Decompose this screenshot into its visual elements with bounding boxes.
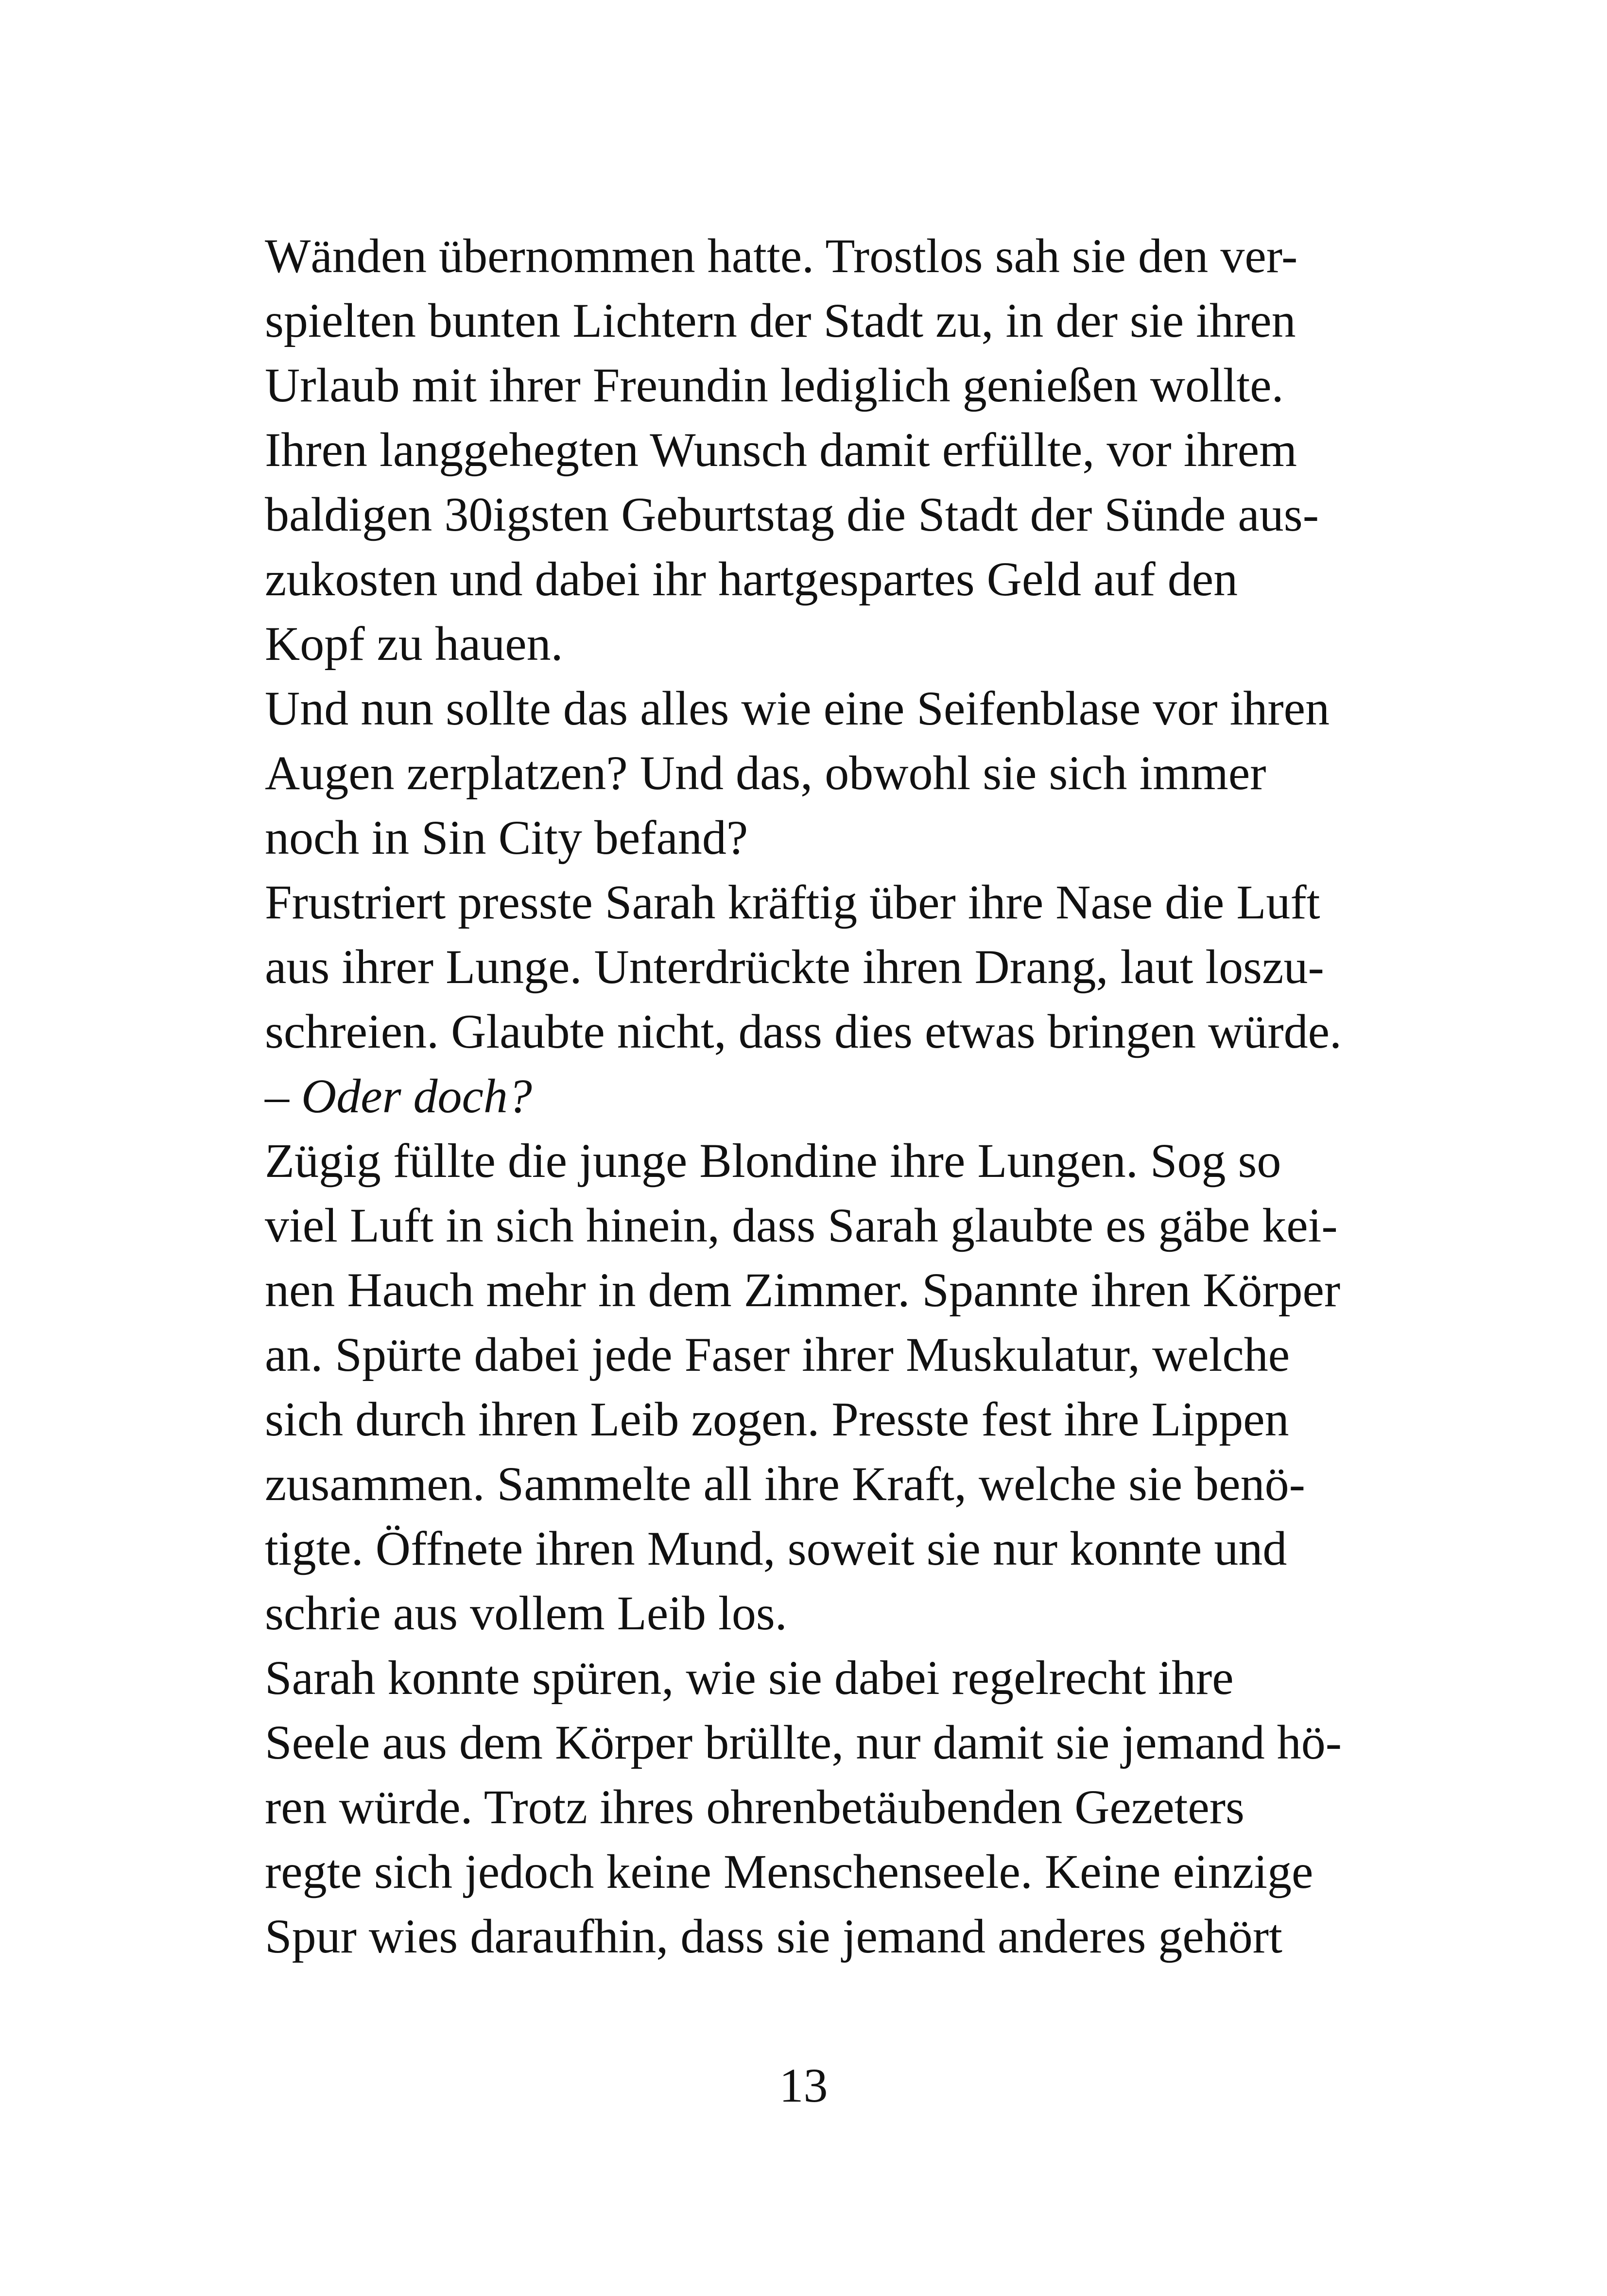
text-line: Sarah konnte spüren, wie sie dabei regelrecht ihre	[265, 1651, 1234, 1705]
text-line: Augen zerplatzen? Und das, obwohl sie sich immer	[265, 746, 1266, 800]
text-line: viel Luft in sich hinein, dass Sarah glaubte es gäbe kei-	[265, 1198, 1338, 1252]
text-line: tigte. Öffnete ihren Mund, soweit sie nur konnte und	[265, 1521, 1287, 1575]
text-line: Kopf zu hauen.	[265, 617, 563, 671]
page-number: 13	[779, 2058, 828, 2112]
text-line: nen Hauch mehr in dem Zimmer. Spannte ihren Körper	[265, 1263, 1341, 1317]
text-line: Seele aus dem Körper brüllte, nur damit sie jemand hö-	[265, 1715, 1342, 1769]
text-line: noch in Sin City befand?	[265, 811, 748, 864]
text-line: Zügig füllte die junge Blondine ihre Lungen. Sog so	[265, 1134, 1281, 1188]
text-line: spielten bunten Lichtern der Stadt zu, in der sie ihren	[265, 293, 1296, 347]
text-line: Und nun sollte das alles wie eine Seifenblase vor ihren	[265, 681, 1330, 735]
text-line: baldigen 30igsten Geburtstag die Stadt der Sünde aus-	[265, 487, 1319, 541]
text-line: regte sich jedoch keine Menschenseele. Keine einzige	[265, 1845, 1313, 1899]
text-line-italic: – Oder doch?	[265, 1069, 532, 1123]
text-line: an. Spürte dabei jede Faser ihrer Muskulatur, welche	[265, 1328, 1290, 1381]
text-line: Urlaub mit ihrer Freundin lediglich genießen wollte.	[265, 358, 1284, 412]
text-line: schreien. Glaubte nicht, dass dies etwas bringen würde.	[265, 1004, 1342, 1058]
text-line: ren würde. Trotz ihres ohrenbetäubenden Gezeters	[265, 1780, 1244, 1834]
body-text	[265, 224, 1353, 1968]
text-line: aus ihrer Lunge. Unterdrückte ihren Drang, laut loszu-	[265, 940, 1324, 994]
text-line: Spur wies daraufhin, dass sie jemand anderes gehört	[265, 1909, 1282, 1963]
text-line: zusammen. Sammelte all ihre Kraft, welche sie benö-	[265, 1457, 1305, 1511]
text-line: Frustriert presste Sarah kräftig über ihre Nase die Luft	[265, 875, 1320, 929]
text-line: zukosten und dabei ihr hartgespartes Geld auf den	[265, 552, 1238, 606]
text-line: sich durch ihren Leib zogen. Presste fest ihre Lippen	[265, 1392, 1289, 1446]
text-line: schrie aus vollem Leib los.	[265, 1586, 787, 1640]
text-line: Ihren langgehegten Wunsch damit erfüllte, vor ihrem	[265, 423, 1297, 477]
text-line: Wänden übernommen hatte. Trostlos sah sie den ver-	[265, 229, 1298, 283]
